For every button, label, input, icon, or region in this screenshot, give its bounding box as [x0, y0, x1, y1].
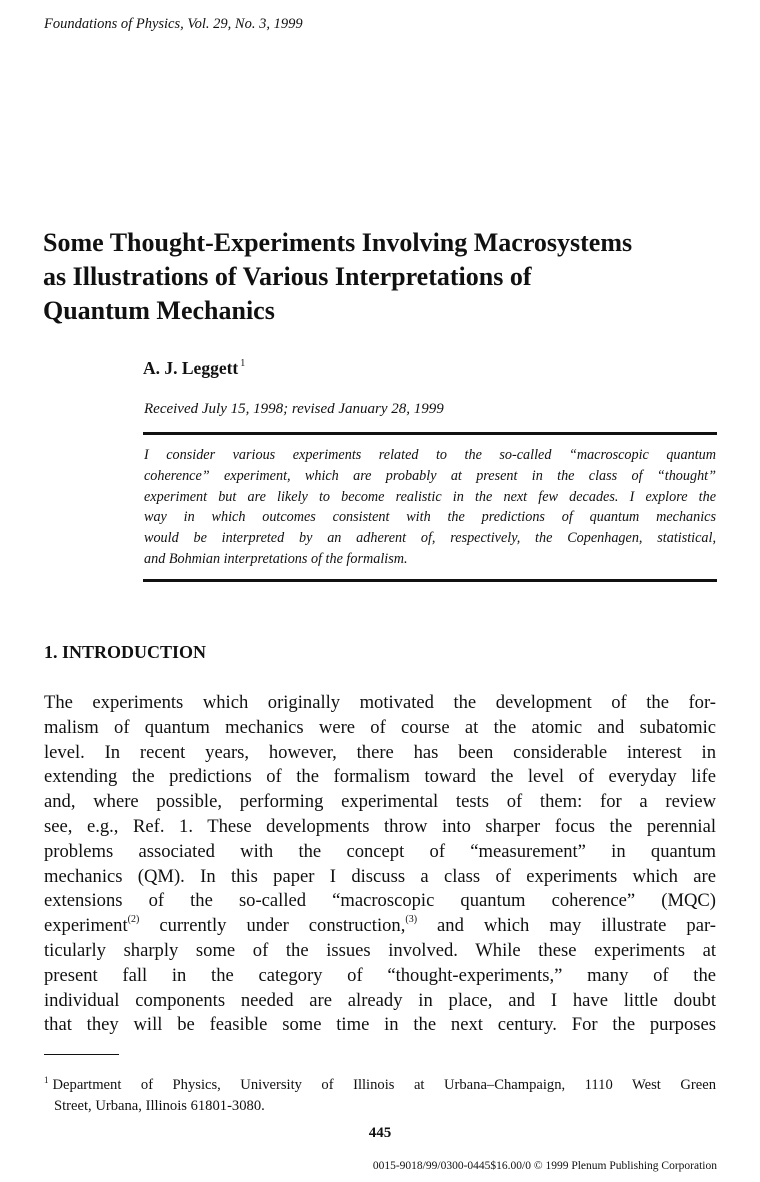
line-text: currently under construction, — [139, 915, 406, 937]
footnote-line: Street, Urbana, Illinois 61801-3080. — [54, 1098, 265, 1114]
paragraph-line: ticularly sharply some of the issues involved. While these experiments at — [44, 939, 716, 961]
copyright-line: 0015-9018/99/0300-0445$16.00/0 © 1999 Plenum Publishing Corporation — [372, 1160, 717, 1172]
paragraph-line: present fall in the category of “thought-experiments,” many of the — [44, 964, 716, 986]
line-text: and which may illustrate par- — [417, 915, 716, 937]
footnote-mark: 1 — [44, 1075, 49, 1085]
paragraph-line: malism of quantum mechanics were of course at the atomic and subatomic — [44, 716, 716, 738]
paragraph-line: extending the predictions of the formalism toward the level of everyday life — [44, 766, 716, 788]
author-name: A. J. Leggett — [143, 358, 239, 378]
article-title — [43, 226, 733, 328]
page-number: 445 — [368, 1125, 392, 1141]
section-heading: 1. INTRODUCTION — [44, 642, 207, 662]
abstract-line: way in which outcomes consistent with the predictions of quantum mechanics — [144, 509, 716, 526]
paragraph-line: level. In recent years, however, there has been considerable interest in — [44, 741, 716, 763]
abstract-bottom-rule — [143, 579, 717, 582]
paragraph-line: problems associated with the concept of “measurement” in quantum — [44, 840, 716, 862]
abstract-line: I consider various experiments related to the so-called “macroscopic quantum — [144, 447, 716, 463]
title-line: as Illustrations of Various Interpretations of — [43, 262, 532, 291]
line-text: experiment — [44, 915, 128, 937]
abstract-line: coherence” experiment, which are probably at present in the class of “thought” — [144, 467, 716, 484]
abstract-line: experiment but are likely to become realistic in the next few decades. I explore the — [144, 488, 716, 505]
citation-marker[interactable]: (3) — [405, 914, 418, 926]
abstract-top-rule — [143, 432, 717, 435]
paragraph-line — [44, 914, 716, 939]
paragraph-line: extensions of the so-called “macroscopic quantum coherence” (MQC) — [44, 890, 716, 912]
title-line: Quantum Mechanics — [43, 296, 275, 325]
body-paragraph — [44, 691, 716, 1038]
abstract-line: and Bohmian interpretations of the formalism. — [144, 550, 408, 567]
citation-marker[interactable]: (2) — [127, 914, 140, 926]
footnote-line — [44, 1070, 716, 1096]
paragraph-line: individual components needed are already in place, and I have little doubt — [44, 989, 716, 1011]
author-line — [143, 358, 245, 379]
paragraph-line: that they will be feasible some time in the next century. For the purposes — [44, 1014, 716, 1036]
footnote-text: Department of Physics, University of Illinois at Urbana–Champaign, 1110 West Green — [52, 1077, 716, 1093]
footnote-rule — [44, 1054, 119, 1055]
footnote — [44, 1070, 716, 1117]
paragraph-line: The experiments which originally motivated the development of the for- — [44, 692, 716, 713]
paragraph-line: mechanics (QM). In this paper I discuss a class of experiments which are — [44, 865, 716, 887]
abstract — [144, 445, 716, 570]
paragraph-line: and, where possible, performing experimental tests of them: for a review — [44, 791, 716, 813]
title-line: Some Thought-Experiments Involving Macrosystems — [43, 228, 633, 257]
journal-citation: Foundations of Physics, Vol. 29, No. 3, 1999 — [44, 16, 303, 32]
paragraph-line: see, e.g., Ref. 1. These developments throw into sharper focus the perennial — [44, 815, 716, 837]
author-footnote-mark[interactable]: 1 — [240, 358, 246, 369]
abstract-line: would be interpreted by an adherent of, respectively, the Copenhagen, statistical, — [144, 530, 716, 547]
received-dates: Received July 15, 1998; revised January 28, 1999 — [144, 401, 444, 417]
